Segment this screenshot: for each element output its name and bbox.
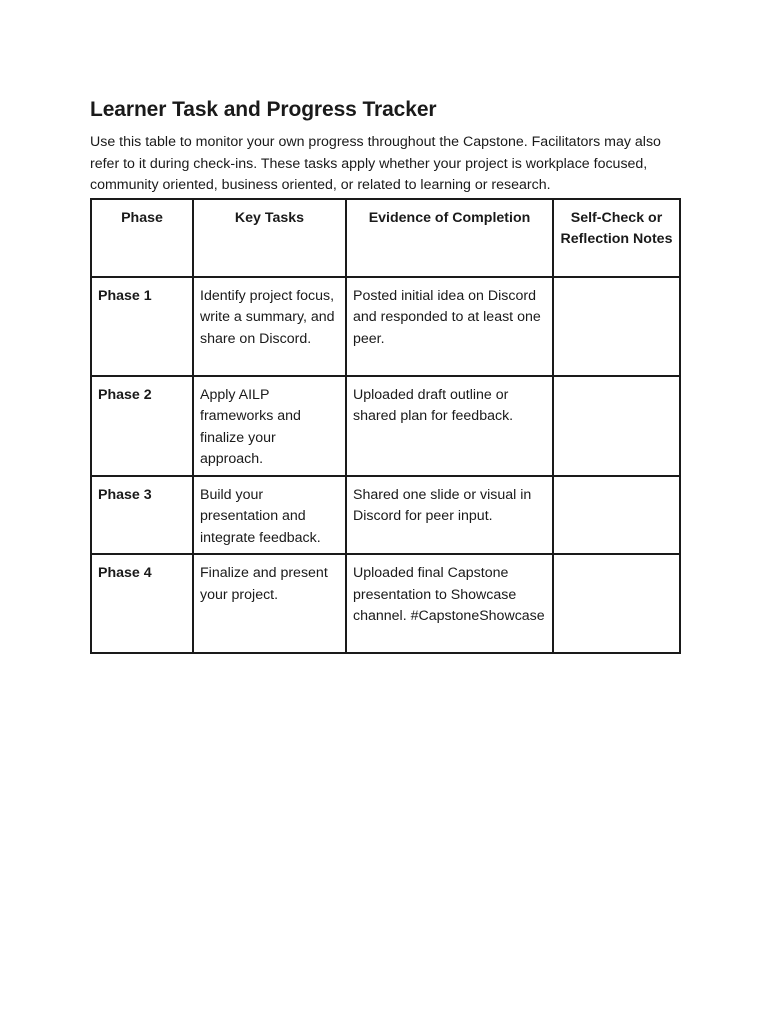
notes-cell[interactable] <box>553 554 680 653</box>
evidence-cell: Posted initial idea on Discord and responded to at least one peer. <box>346 277 553 376</box>
progress-tracker-table <box>90 198 681 655</box>
table-row <box>91 376 680 476</box>
table-row <box>91 554 680 653</box>
header-key-tasks: Key Tasks <box>193 199 346 277</box>
phase-cell: Phase 4 <box>91 554 193 653</box>
document-page <box>90 96 680 654</box>
table-header-row <box>91 199 680 277</box>
notes-cell[interactable] <box>553 376 680 476</box>
key-tasks-cell: Build your presentation and integrate feedback. <box>193 476 346 555</box>
key-tasks-cell: Identify project focus, write a summary, and share on Discord. <box>193 277 346 376</box>
phase-cell: Phase 1 <box>91 277 193 376</box>
phase-cell: Phase 3 <box>91 476 193 555</box>
table-row <box>91 277 680 376</box>
header-evidence: Evidence of Completion <box>346 199 553 277</box>
key-tasks-cell: Finalize and present your project. <box>193 554 346 653</box>
evidence-cell: Shared one slide or visual in Discord for peer input. <box>346 476 553 555</box>
table-row <box>91 476 680 555</box>
key-tasks-cell: Apply AILP frameworks and finalize your approach. <box>193 376 346 476</box>
intro-paragraph: Use this table to monitor your own progress throughout the Capstone. Facilitators may also refer to it during check-ins. These tasks apply whether your project is workplace focused, community oriented, business oriented, or related to learning or research. <box>90 134 661 193</box>
header-notes: Self-Check or Reflection Notes <box>553 199 680 277</box>
evidence-cell: Uploaded final Capstone presentation to Showcase channel. #CapstoneShowcase <box>346 554 553 653</box>
notes-cell[interactable] <box>553 277 680 376</box>
header-phase: Phase <box>91 199 193 277</box>
phase-cell: Phase 2 <box>91 376 193 476</box>
evidence-cell: Uploaded draft outline or shared plan for feedback. <box>346 376 553 476</box>
notes-cell[interactable] <box>553 476 680 555</box>
page-title: Learner Task and Progress Tracker <box>90 98 437 121</box>
